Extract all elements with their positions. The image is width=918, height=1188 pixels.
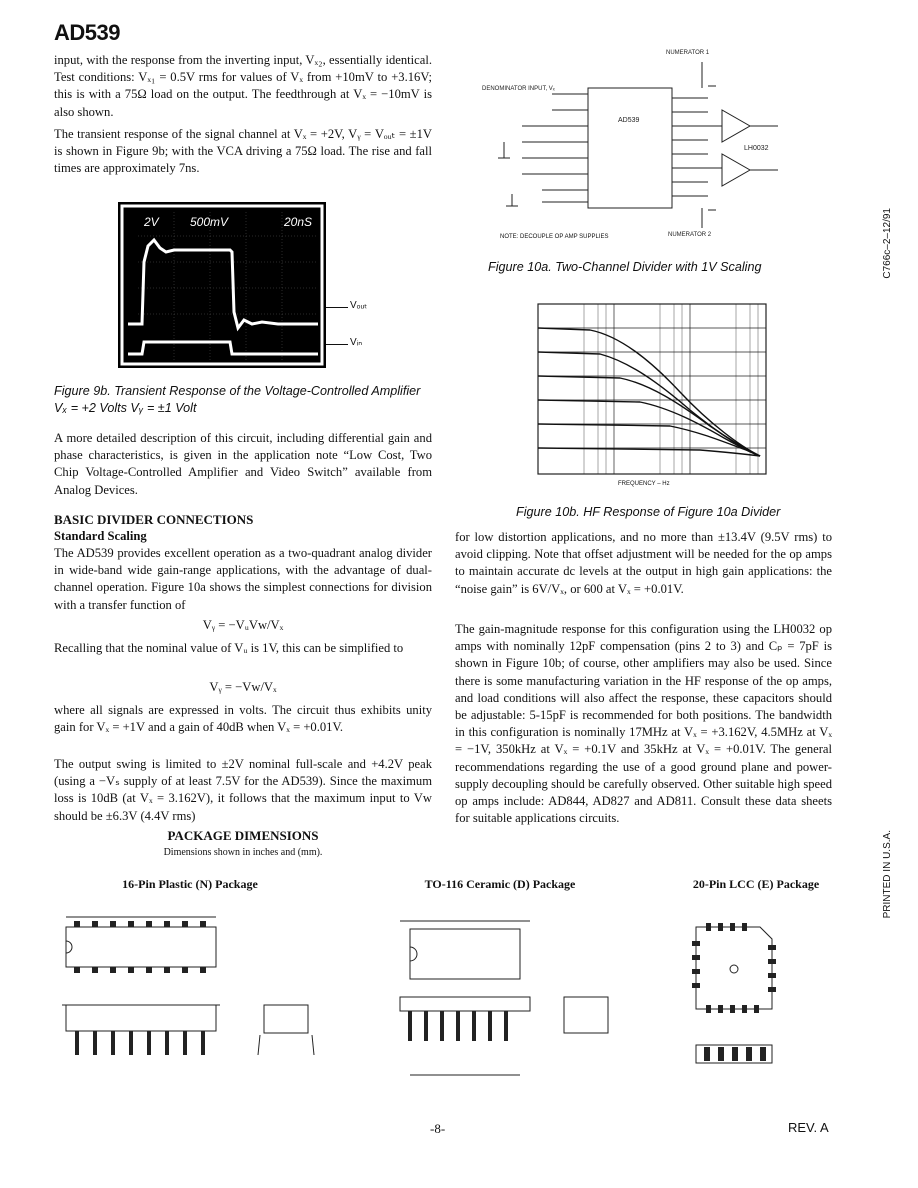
figure-10a-circuit [482, 46, 812, 242]
package-subheading: Dimensions shown in inches and (mm). [163, 847, 323, 858]
divider-subheading: Standard Scaling [54, 529, 147, 543]
figure-10b-caption: Figure 10b. HF Response of Figure 10a Divider [516, 505, 781, 519]
figure-10a-note: NOTE: DECOUPLE OP AMP SUPPLIES [500, 234, 609, 240]
page-number: -8- [430, 1121, 446, 1136]
revision-label: REV. A [788, 1120, 829, 1135]
package-lcc-title: 20-Pin LCC (E) Package [692, 877, 820, 891]
scope-label-mv: 500mV [190, 215, 229, 229]
where-paragraph: where all signals are expressed in volts. The circuit thus exhibits unity gain for Vₓ = +1V and a gain of 40dB when Vₓ = +0.01V. [54, 703, 432, 735]
package-to116-drawing [350, 905, 650, 1095]
package-16pin-outline [44, 905, 344, 1085]
side-printed-note: PRINTED IN U.S.A. [882, 830, 893, 919]
scope-figure [118, 202, 326, 368]
swing-paragraph: The output swing is limited to ±2V nominal full-scale and +4.2V peak (using a −Vₛ supply of at least 7.5V for the AD539). Since the maximum loss is 10dB (at Vₓ = 3.162V), it follows that the maximum input to Vᴡ should be ±6.3V (4.4V rms) [54, 757, 432, 823]
circuit-schematic [482, 46, 812, 242]
part-number-title: AD539 [54, 20, 120, 45]
transient-paragraph: The transient response of the signal channel at Vₓ = +2V, Vᵧ = Vₒᵤₜ = ±1V is shown in Figure 9b; with the VCA driving a 75Ω load. The rise and fall times are approximately 7ns. [54, 127, 432, 176]
gain-paragraph: The gain-magnitude response for this configuration using the LH0032 op amps with nominally 12pF compensation (pins 2 to 3) and Cₚ = 7pF is shown in Figure 10b; of course, other amplifiers may also be used. Since there is some manufacturing variation in the HF response of the op amps, and load conditions will also affect the response, these capacitors should be adjustable: 5-15pF is recommended for both positions. The bandwidth in this configuration is nominally 17MHz at Vₓ = +3.162V, 4.5MHz at Vₓ = −1V, 350kHz at Vₓ = +0.1V and 35kHz at Vₓ = +0.01V. The general recommendations regarding the use of a good ground plane and power-supply decoupling should be carefully observed. Other suitable high speed op amps include: AD844, AD827 and AD811. Consult these data sheets for suitable applications circuits. [455, 622, 832, 826]
scope-label-time: 20nS [284, 215, 313, 229]
numerator2-label: NUMERATOR 2 [668, 232, 712, 238]
vin-pointer [326, 344, 348, 345]
clip-paragraph: for low distortion applications, and no more than ±13.4V (9.5V rms) to avoid clipping. Note that offset adjustment will be needed for the op amps to maintain accurate dc levels at the output in high gain applications: the “noise gain” is 6V/Vₓ, or 600 at Vₓ = +0.01V. [455, 530, 832, 596]
divider-paragraph: The AD539 provides excellent operation as a two-quadrant analog divider in wide-band wide gain-range applications, with the advantage of dual-channel operation. Figure 10a shows the simplest connections for division with a transfer function of [54, 546, 432, 612]
hf-response-plot [510, 300, 780, 490]
opamp-label: LH0032 [744, 145, 769, 152]
figure-10b-chart [510, 300, 780, 490]
scope-trace [118, 202, 326, 368]
figure-9b-caption: Figure 9b. Transient Response of the Voltage-Controlled Amplifier Vₓ = +2 Volts Vᵧ = ±1 Volt [54, 384, 421, 415]
vin-label: Vᵢₙ [350, 337, 363, 348]
package-heading: PACKAGE DIMENSIONS [167, 828, 319, 843]
vout-label: Vₒᵤₜ [350, 300, 368, 311]
package-to116-title: TO-116 Ceramic (D) Package [424, 877, 576, 891]
side-document-code: C766c–2–12/91 [882, 208, 893, 279]
denominator-label: DENOMINATOR INPUT, Vₓ [482, 86, 555, 92]
package-lcc-outline [660, 905, 860, 1075]
package-to116-outline [350, 905, 650, 1095]
recall-paragraph: Recalling that the nominal value of Vᵤ is 1V, this can be simplified to [54, 641, 404, 655]
package-16pin-title: 16-Pin Plastic (N) Package [122, 877, 258, 891]
package-lcc-drawing [660, 905, 860, 1075]
package-16pin-drawing [44, 905, 344, 1085]
intro-paragraph: input, with the response from the inverting input, Vₓ₂, essentially identical. Test conditions: Vₓ₁ = 0.5V rms for values of Vₓ from +10mV to +3.16V; this is with a 75Ω load on the output. The feedthrough at Vₓ = −10mV is also shown. [54, 53, 432, 119]
figure-10a-caption: Figure 10a. Two-Channel Divider with 1V Scaling [488, 260, 762, 274]
equation-1: Vᵧ = −VᵤVᴡ/Vₓ [202, 618, 284, 632]
detail-paragraph: A more detailed description of this circuit, including differential gain and phase characteristics, is given in the application note “Low Cost, Two Chip Voltage-Controlled Amplifier and Video Switch” available from Analog Devices. [54, 431, 432, 497]
chip-label: AD539 [618, 117, 640, 124]
equation-2: Vᵧ = −Vᴡ/Vₓ [209, 680, 277, 694]
figure-10b-axis-label: FREQUENCY – Hz [618, 481, 670, 487]
vout-pointer [326, 307, 348, 308]
numerator1-label: NUMERATOR 1 [666, 50, 710, 56]
scope-label-volts: 2V [144, 215, 159, 229]
divider-heading: BASIC DIVIDER CONNECTIONS [54, 512, 254, 527]
